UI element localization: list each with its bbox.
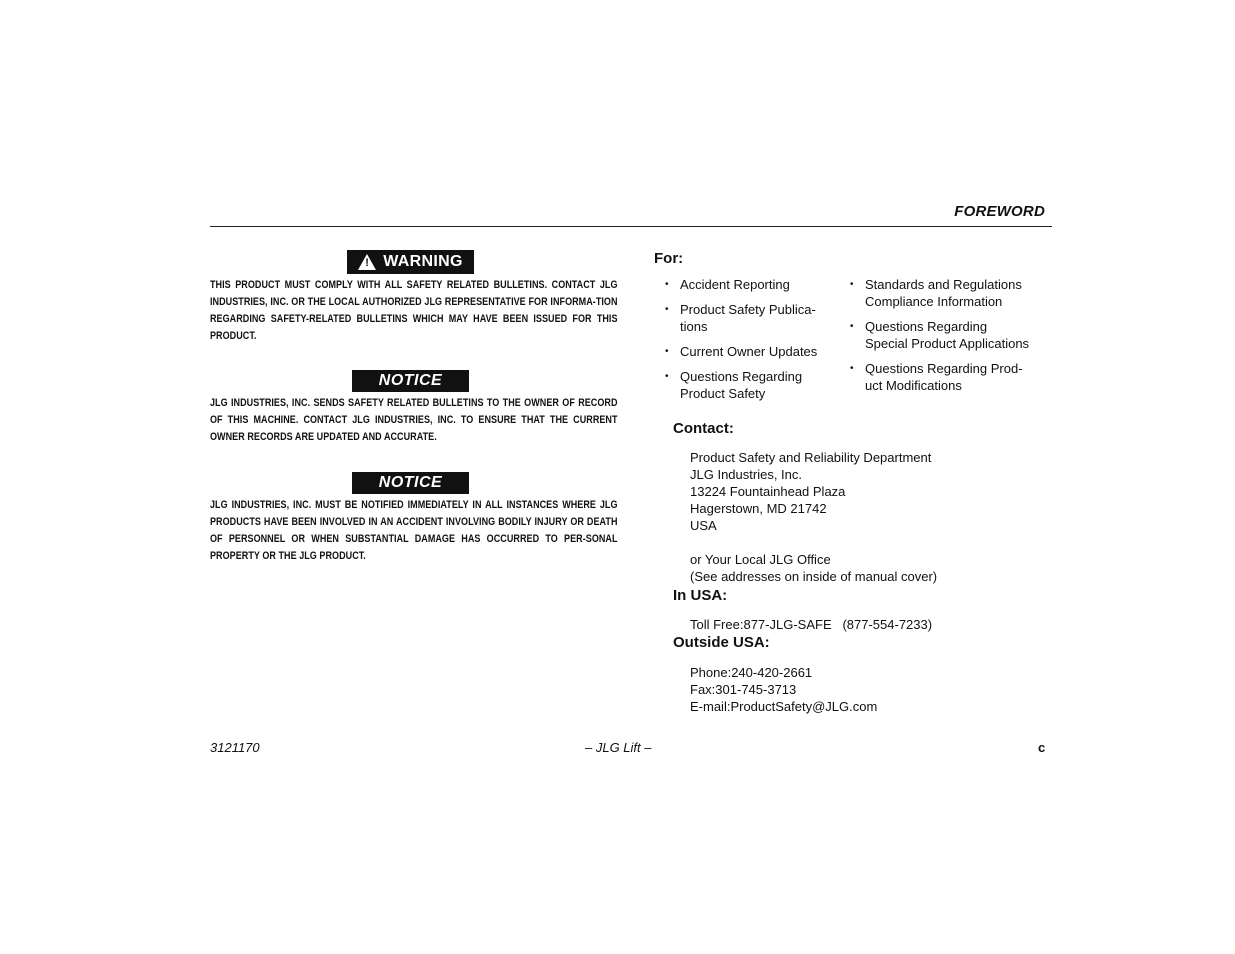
- notice-label-1: NOTICE: [378, 372, 443, 389]
- bullet-icon: •: [665, 279, 669, 290]
- outside-usa-heading: Outside USA:: [673, 634, 770, 651]
- see-addresses-line: (See addresses on inside of manual cover): [690, 569, 938, 584]
- footer-center-text: – JLG Lift –: [585, 740, 652, 755]
- bullet-icon: •: [665, 346, 669, 357]
- warning-text: THIS PRODUCT MUST COMPLY WITH ALL SAFETY RELATED BULLETINS. CONTACT JLG INDUSTRIES, INC. OR THE LOCAL AUTHORIZED JLG REPRESENTATIVE FOR INFORMA-TION REGARDING SAFETY-RELATED BULLETINS WHICH MAY HAVE BEEN ISSUED FOR THIS PRODUCT.: [210, 279, 618, 342]
- address-line: Product Safety and Reliability Department: [690, 450, 932, 465]
- bullet-icon: •: [850, 363, 854, 374]
- notice-badge-1: [352, 370, 469, 392]
- email-label: E-mail:: [690, 699, 731, 714]
- page-number: c: [1038, 740, 1046, 755]
- notice-text-2: JLG INDUSTRIES, INC. MUST BE NOTIFIED IMMEDIATELY IN ALL INSTANCES WHERE JLG PRODUCTS HAVE BEEN INVOLVED IN AN ACCIDENT INVOLVING BODILY INJURY OR DEATH OF PERSONNEL OR WHEN SUBSTANTIAL DAMAGE HAS OCCURRED TO PER-SONAL PROPERTY OR THE JLG PRODUCT.: [210, 499, 618, 562]
- warning-badge: [347, 250, 474, 274]
- notice-text-1: JLG INDUSTRIES, INC. SENDS SAFETY RELATED BULLETINS TO THE OWNER OF RECORD OF THIS MACHINE. CONTACT JLG INDUSTRIES, INC. TO ENSURE THAT THE CURRENT OWNER RECORDS ARE UPDATED AND ACCURATE.: [210, 397, 618, 443]
- notice-badge-2: [352, 472, 469, 494]
- header-divider: [210, 226, 1052, 227]
- toll-free-row: [690, 616, 932, 633]
- phone-row: [690, 664, 877, 681]
- fax-value: 301-745-3713: [715, 682, 797, 697]
- list-item: • Questions Regarding Special Product Applications: [850, 319, 1030, 351]
- outside-usa-contacts: [690, 664, 877, 715]
- address-line: JLG Industries, Inc.: [690, 467, 802, 482]
- contact-address: [690, 449, 937, 585]
- contact-heading: Contact:: [673, 420, 734, 437]
- list-item: • Questions Regarding Product Safety: [665, 369, 803, 401]
- bullet-icon: •: [665, 304, 669, 315]
- bullet-icon: •: [850, 279, 854, 290]
- toll-free-label: Toll Free:: [690, 617, 744, 632]
- for-list-right: [850, 276, 1030, 402]
- phone-value: 240-420-2661: [731, 665, 813, 680]
- notice-label-2: NOTICE: [378, 474, 443, 491]
- address-line: 13224 Fountainhead Plaza: [690, 484, 846, 499]
- email-row: [690, 698, 877, 715]
- list-item: • Current Owner Updates: [665, 344, 818, 359]
- address-line: Hagerstown, MD 21742: [690, 501, 827, 516]
- bullet-icon: •: [665, 371, 669, 382]
- for-heading: For:: [654, 250, 684, 267]
- fax-label: Fax:: [690, 682, 716, 697]
- email-value: ProductSafety@JLG.com: [730, 699, 878, 714]
- toll-free-value: 877-JLG-SAFE (877-554-7233): [743, 617, 933, 632]
- page-header-title: FOREWORD: [954, 203, 1045, 220]
- phone-label: Phone:: [690, 665, 732, 680]
- in-usa-heading: In USA:: [673, 587, 728, 604]
- bullet-icon: •: [850, 321, 854, 332]
- warning-triangle-icon: !: [358, 254, 376, 270]
- list-item: • Product Safety Publica-tions: [665, 302, 816, 334]
- local-office-line: or Your Local JLG Office: [690, 552, 831, 567]
- list-item: • Standards and Regulations Compliance Information: [850, 277, 1022, 309]
- list-item: • Questions Regarding Prod-uct Modifications: [850, 361, 1023, 393]
- list-item: • Accident Reporting: [665, 277, 790, 292]
- spacer: [690, 534, 937, 551]
- warning-label: WARNING: [383, 253, 463, 270]
- for-list-left: [665, 276, 825, 410]
- doc-number: 3121170: [210, 740, 260, 755]
- address-line: USA: [690, 518, 717, 533]
- fax-row: [690, 681, 877, 698]
